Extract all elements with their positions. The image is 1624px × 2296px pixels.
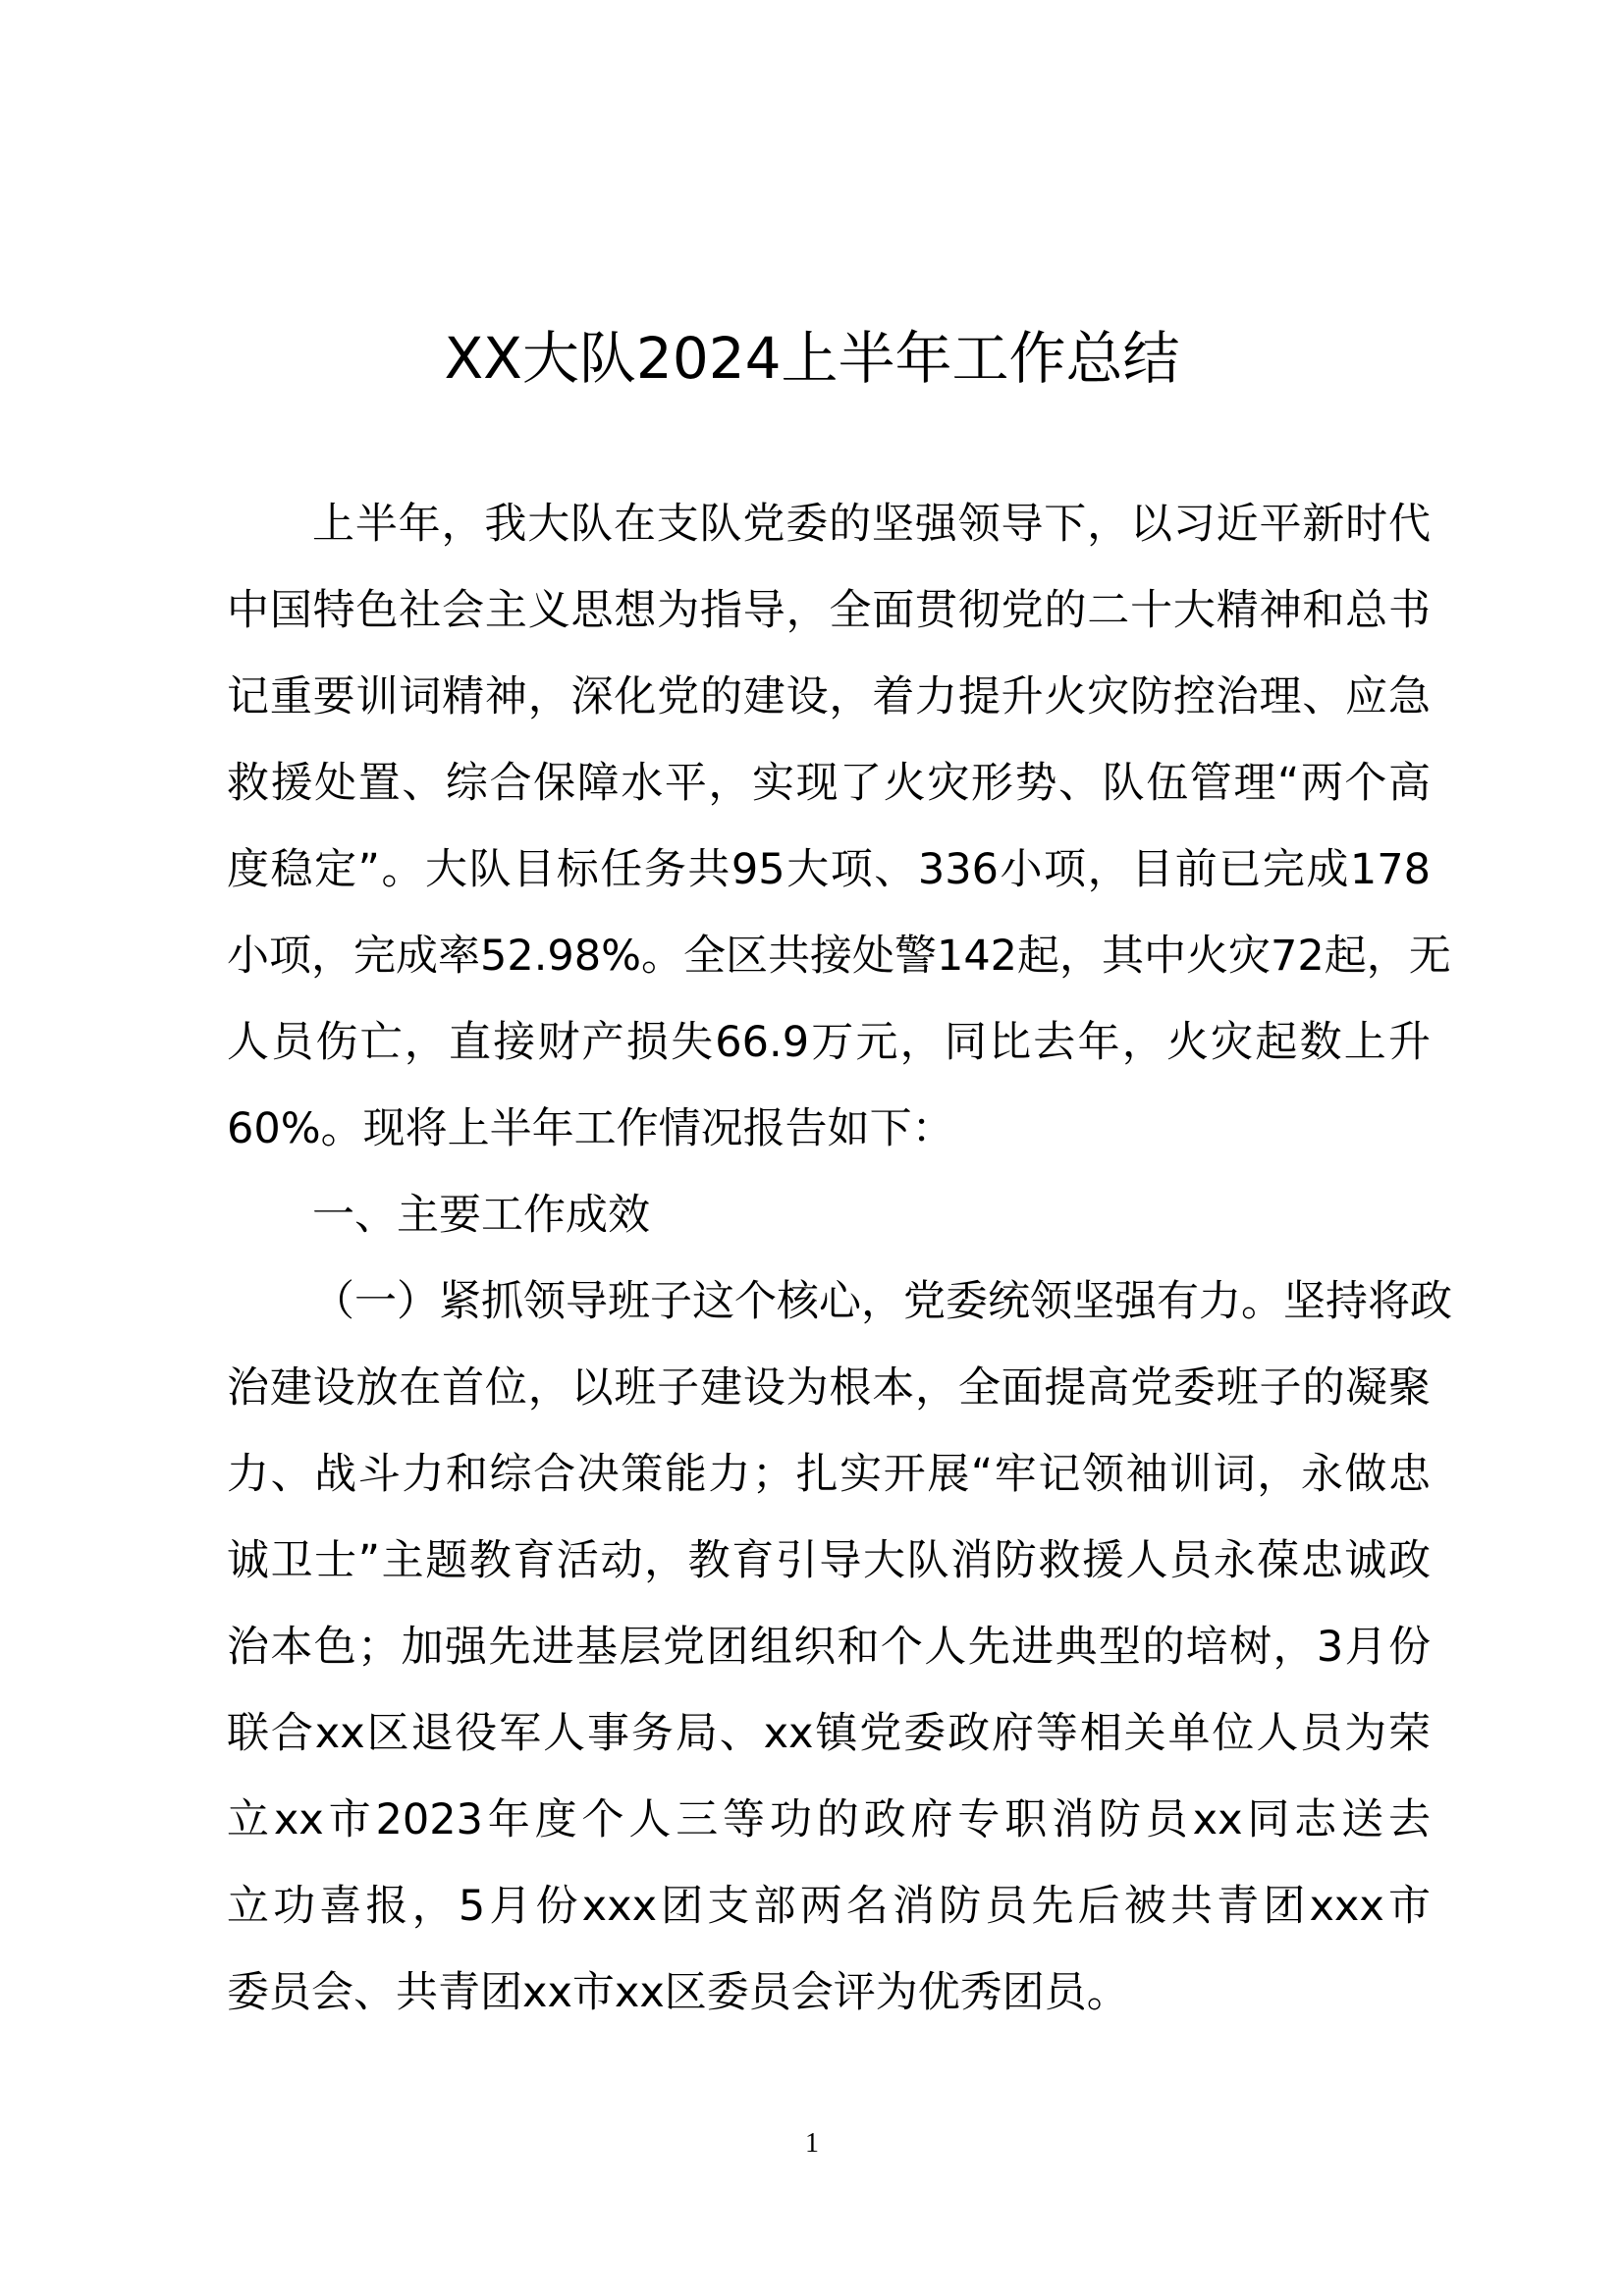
paragraph-line: 记重要训词精神，深化党的建设，着力提升火灾防控治理、应急 [227,672,1431,721]
document-body [227,481,1452,2036]
paragraph-line: 诚卫士”主题教育活动，教育引导大队消防救援人员永葆忠诚政 [227,1536,1431,1585]
paragraph-line: 委员会、共青团xx市xx区委员会评为优秀团员。 [227,1968,1129,2017]
paragraph-line: 小项，完成率52.98%。全区共接处警142起，其中火灾72起，无 [227,932,1451,981]
paragraph-line: 人员伤亡，直接财产损失66.9万元，同比去年，火灾起数上升 [227,1018,1431,1067]
paragraph-line: 立功喜报，5月份xxx团支部两名消防员先后被共青团xxx市 [227,1882,1431,1931]
section-heading: 一、主要工作成效 [312,1191,650,1240]
paragraph-line: 联合xx区退役军人事务局、xx镇党委政府等相关单位人员为荣 [227,1709,1431,1758]
paragraph-line: 救援处置、综合保障水平，实现了火灾形势、队伍管理“两个高 [227,759,1431,808]
paragraph-line: （一）紧抓领导班子这个核心，党委统领坚强有力。坚持将政 [312,1277,1452,1326]
document-title: XX大队2024上半年工作总结 [444,325,1180,392]
paragraph-line: 治建设放在首位，以班子建设为根本，全面提高党委班子的凝聚 [227,1363,1431,1413]
paragraph-line: 度稳定”。大队目标任务共95大项、336小项，目前已完成178 [227,845,1431,894]
paragraph-line: 力、战斗力和综合决策能力；扎实开展“牢记领袖训词，永做忠 [227,1450,1431,1499]
page-number: 1 [805,2128,819,2159]
paragraph-line: 中国特色社会主义思想为指导，全面贯彻党的二十大精神和总书 [227,586,1431,635]
paragraph-line: 上半年，我大队在支队党委的坚强领导下，以习近平新时代 [312,500,1431,549]
paragraph-line: 立xx市2023年度个人三等功的政府专职消防员xx同志送去 [227,1795,1431,1844]
paragraph-line: 60%。现将上半年工作情况报告如下： [227,1104,954,1153]
paragraph-line: 治本色；加强先进基层党团组织和个人先进典型的培树，3月份 [227,1623,1431,1672]
